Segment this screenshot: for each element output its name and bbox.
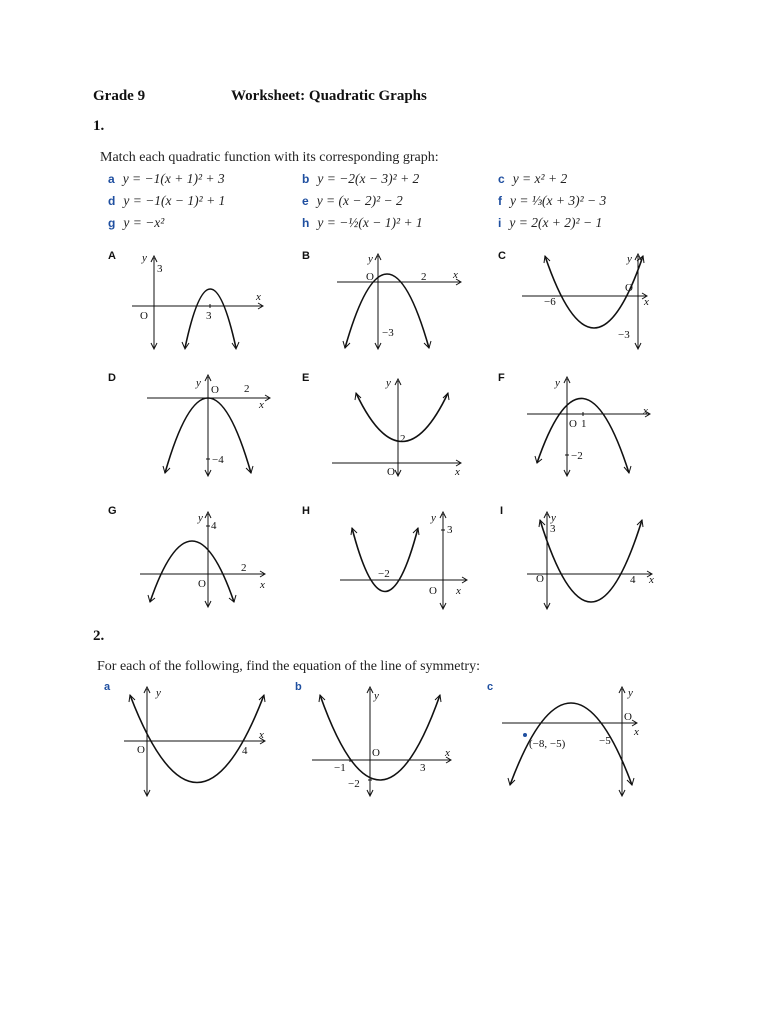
x-axis-label: x — [259, 399, 264, 411]
origin-label: O — [366, 271, 374, 283]
x-axis-label: x — [456, 585, 461, 597]
x-axis-label: x — [453, 269, 458, 281]
function-a: a y = −1(x + 1)² + 3 — [108, 171, 225, 186]
question-1-number: 1. — [93, 118, 105, 134]
tick-label: 3 — [157, 263, 163, 275]
tick-label: −2 — [378, 568, 390, 580]
y-axis-label: y — [142, 252, 147, 264]
tick-label: −3 — [618, 329, 630, 341]
grade-label: Grade 9 — [93, 88, 146, 104]
point-label: (−8, −5) — [529, 738, 566, 750]
function-e: e y = (x − 2)² − 2 — [302, 193, 403, 208]
graph-A — [130, 250, 270, 350]
tick-label: −6 — [544, 296, 556, 308]
y-axis-label: y — [386, 377, 391, 389]
y-axis-label: y — [368, 253, 373, 265]
y-axis-label: y — [374, 690, 379, 702]
tick-label: 2 — [400, 433, 406, 445]
tick-label: 3 — [206, 310, 212, 322]
function-d: d y = −1(x − 1)² + 1 — [108, 193, 226, 208]
tick-label: 1 — [581, 418, 587, 430]
tick-label: 2 — [241, 562, 247, 574]
tick-label: 4 — [630, 574, 636, 586]
graph-B — [335, 250, 465, 350]
graph-G-label: G — [108, 505, 117, 517]
tick-label: 3 — [550, 523, 556, 535]
function-i: i y = 2(x + 2)² − 1 — [498, 215, 603, 230]
function-f: f y = ⅓(x + 3)² − 3 — [498, 193, 607, 208]
function-c: c y = x² + 2 — [498, 171, 568, 186]
y-axis-label: y — [431, 512, 436, 524]
tick-label: 4 — [242, 745, 248, 757]
tick-label: 2 — [421, 271, 427, 283]
x-axis-label: x — [445, 747, 450, 759]
graph-B-label: B — [302, 250, 310, 262]
origin-label: O — [372, 747, 380, 759]
graph-C-label: C — [498, 250, 506, 262]
function-h: h y = −½(x − 1)² + 1 — [302, 215, 423, 230]
graph-E-label: E — [302, 372, 310, 384]
tick-label: −2 — [571, 450, 583, 462]
q2-graph-a-label: a — [104, 681, 111, 693]
y-axis-label: y — [196, 377, 201, 389]
graph-I-label: I — [500, 505, 504, 517]
graph-D — [145, 375, 285, 480]
graph-D-label: D — [108, 372, 116, 384]
tick-label: −3 — [382, 327, 394, 339]
function-b: b y = −2(x − 3)² + 2 — [302, 171, 420, 186]
origin-label: O — [569, 418, 577, 430]
y-axis-label: y — [555, 377, 560, 389]
question-2-instruction: For each of the following, find the equation of the line of symmetry: — [97, 659, 480, 674]
worksheet-title: Worksheet: Quadratic Graphs — [231, 88, 427, 104]
tick-label: −2 — [348, 778, 360, 790]
origin-label: O — [137, 744, 145, 756]
graph-C — [520, 250, 660, 350]
tick-label: −5 — [599, 735, 611, 747]
y-axis-label: y — [627, 253, 632, 265]
tick-label: 4 — [211, 520, 217, 532]
origin-label: O — [198, 578, 206, 590]
y-axis-label: y — [156, 687, 161, 699]
tick-label: 3 — [420, 762, 426, 774]
y-axis-label: y — [198, 512, 203, 524]
q2-graph-b — [310, 685, 460, 800]
y-axis-label: y — [628, 687, 633, 699]
function-g: g y = −x² — [108, 215, 165, 230]
origin-label: O — [429, 585, 437, 597]
x-axis-label: x — [649, 574, 654, 586]
q2-graph-b-label: b — [295, 681, 302, 693]
question-2-number: 2. — [93, 628, 105, 644]
graph-F-label: F — [498, 372, 505, 384]
origin-label: O — [536, 573, 544, 585]
graph-E — [330, 375, 470, 480]
q2-graph-c-label: c — [487, 681, 494, 693]
origin-label: O — [211, 384, 219, 396]
tick-label: −1 — [334, 762, 346, 774]
origin-label: O — [387, 466, 395, 478]
origin-label: O — [140, 310, 148, 322]
graph-G — [138, 510, 278, 610]
graph-I — [525, 510, 665, 610]
x-axis-label: x — [260, 579, 265, 591]
graph-F — [525, 375, 665, 480]
tick-label: 2 — [244, 383, 250, 395]
tick-label: 3 — [447, 524, 453, 536]
q2-graph-a — [122, 685, 272, 800]
x-axis-label: x — [644, 296, 649, 308]
graph-H — [338, 510, 473, 610]
graph-H-label: H — [302, 505, 310, 517]
question-1-instruction: Match each quadratic function with its corresponding graph: — [100, 150, 439, 165]
x-axis-label: x — [259, 729, 264, 741]
x-axis-label: x — [455, 466, 460, 478]
y-axis-label: y — [551, 512, 556, 524]
origin-label: O — [625, 282, 633, 294]
x-axis-label: x — [256, 291, 261, 303]
x-axis-label: x — [643, 405, 648, 417]
q2-graph-c — [500, 685, 660, 800]
graph-A-label: A — [108, 250, 116, 262]
tick-label: −4 — [212, 454, 224, 466]
origin-label: O — [624, 711, 632, 723]
x-axis-label: x — [634, 726, 639, 738]
